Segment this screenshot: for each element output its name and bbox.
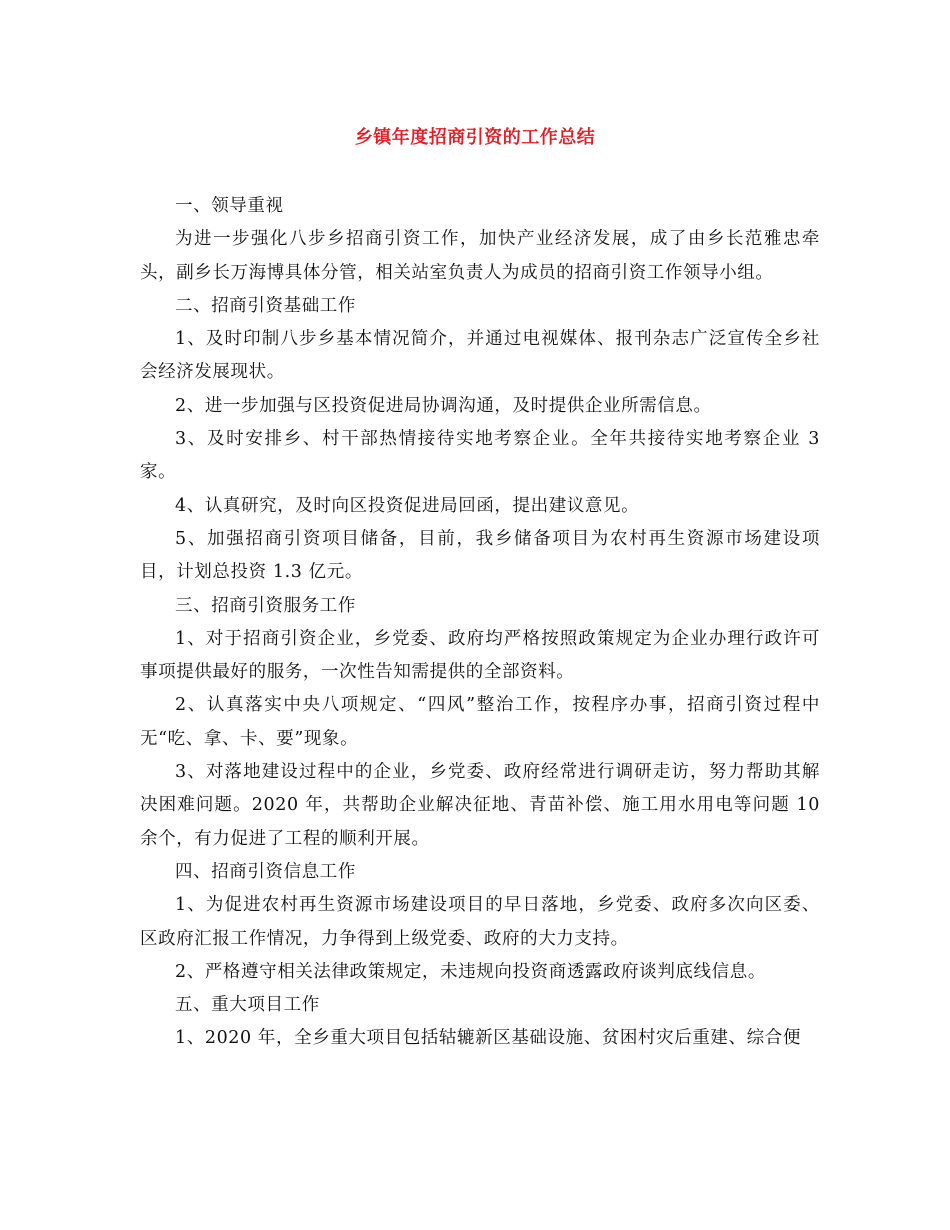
paragraph: 3、及时安排乡、村干部热情接待实地考察企业。全年共接待实地考察企业 3 家。 (140, 429, 820, 483)
paragraph: 2、认真落实中央八项规定、“四风”整治工作，按程序办事，招商引资过程中无“吃、拿、卡、要”现象。 (140, 695, 820, 749)
paragraph: 为进一步强化八步乡招商引资工作，加快产业经济发展，成了由乡长范雅忠牵头，副乡长万海博具体分管，相关站室负责人为成员的招商引资工作领导小组。 (140, 229, 820, 283)
paragraph: 4、认真研究，及时向区投资促进局回函，提出建议意见。 (175, 495, 640, 516)
paragraph: 1、对于招商引资企业，乡党委、政府均严格按照政策规定为企业办理行政许可事项提供最好的服务，一次性告知需提供的全部资料。 (140, 628, 820, 683)
section-heading: 五、重大项目工作 (175, 995, 320, 1016)
document-body (140, 190, 820, 1056)
document-title: 乡镇年度招商引资的工作总结 (354, 127, 596, 148)
section-heading: 四、招商引资信息工作 (175, 861, 356, 882)
paragraph: 2、进一步加强与区投资促进局协调沟通，及时提供企业所需信息。 (175, 395, 712, 416)
paragraph: 1、2020 年，全乡重大项目包括轱辘新区基础设施、贫困村灾后重建、综合便 (175, 1028, 801, 1049)
section-heading: 一、领导重视 (175, 196, 284, 216)
paragraph: 2、严格遵守相关法律政策规定，未违规向投资商透露政府谈判底线信息。 (175, 961, 766, 982)
paragraph: 1、及时印制八步乡基本情况简介，并通过电视媒体、报刊杂志广泛宣传全乡社会经济发展现状。 (140, 329, 820, 383)
paragraph: 3、对落地建设过程中的企业，乡党委、政府经常进行调研走访，努力帮助其解决困难问题。2020 年，共帮助企业解决征地、青苗补偿、施工用水用电等问题 10 余个，有力促进了工程的顺利开展。 (140, 762, 820, 849)
paragraph: 5、加强招商引资项目储备，目前，我乡储备项目为农村再生资源市场建设项目，计划总投资 1.3 亿元。 (140, 528, 820, 583)
paragraph: 1、为促进农村再生资源市场建设项目的早日落地，乡党委、政府多次向区委、区政府汇报工作情况，力争得到上级党委、政府的大力支持。 (140, 895, 820, 949)
section-heading: 二、招商引资基础工作 (175, 295, 356, 316)
section-heading: 三、招商引资服务工作 (175, 595, 356, 616)
